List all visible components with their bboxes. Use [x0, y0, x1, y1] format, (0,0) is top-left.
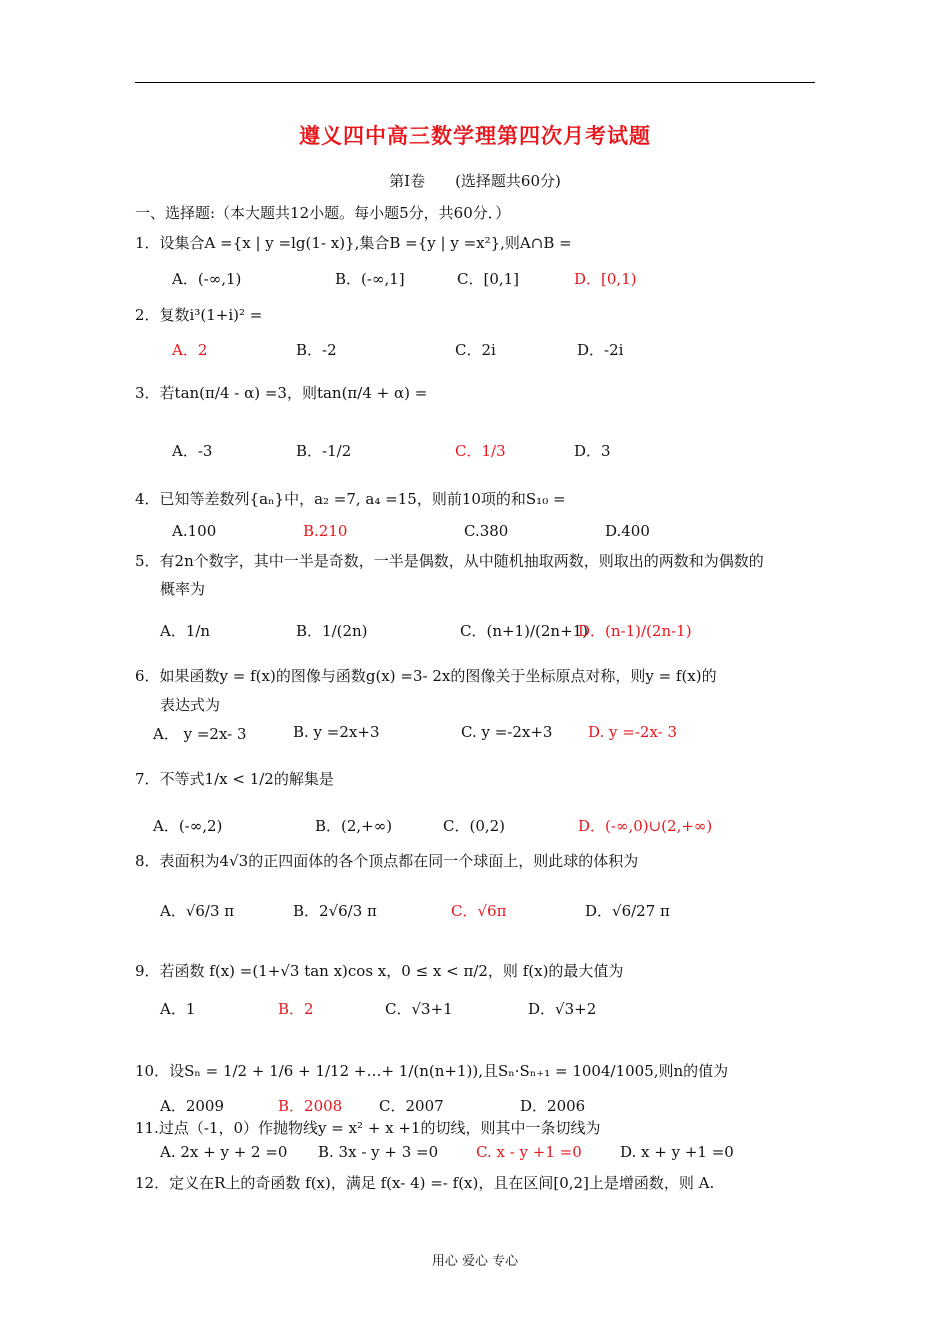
question-6-cont: 表达式为 [160, 696, 221, 714]
option-2d: D．-2i [577, 341, 624, 359]
question-7: 7．不等式1/x < 1/2的解集是 [135, 770, 334, 788]
option-9d: D．√3+2 [528, 1000, 597, 1018]
page-title: 遵义四中高三数学理第四次月考试题 [299, 123, 651, 148]
option-8b: B．2√6/3 π [293, 902, 377, 920]
question-12: 12．定义在R上的奇函数 f(x)，满足 f(x- 4) =- f(x)，且在区间[0,2]上是增函数，则 A. [135, 1174, 715, 1192]
option-3d: D．3 [574, 442, 611, 460]
question-2: 2．复数i³(1+i)² = [135, 306, 263, 324]
option-7c: C．(0,2) [443, 817, 506, 835]
option-9b: B．2 [278, 1000, 314, 1018]
question-5: 5．有2n个数字，其中一半是奇数，一半是偶数，从中随机抽取两数，则取出的两数和为偶数的 [135, 552, 764, 570]
option-6a: A． y =2x- 3 [153, 725, 247, 743]
option-2b: B．-2 [296, 341, 337, 359]
option-4c: C.380 [464, 522, 509, 540]
option-8a: A．√6/3 π [160, 902, 235, 920]
option-2a: A．2 [172, 341, 208, 359]
option-3a: A．-3 [172, 442, 213, 460]
option-11a: A. 2x + y + 2 =0 [160, 1143, 288, 1161]
option-10d: D．2006 [520, 1097, 586, 1115]
option-5a: A．1/n [160, 622, 211, 640]
section-heading: 第Ⅰ卷 (选择题共60分) [389, 172, 561, 190]
option-6c: C. y =-2x+3 [461, 723, 553, 741]
option-9c: C．√3+1 [385, 1000, 453, 1018]
option-10b: B．2008 [278, 1097, 343, 1115]
option-5b: B．1/(2n) [296, 622, 368, 640]
option-6d: D. y =-2x- 3 [588, 723, 678, 741]
question-11: 11.过点（-1，0）作抛物线y = x² + x +1的切线，则其中一条切线为 [135, 1119, 601, 1137]
question-3: 3．若tan(π/4 - α) =3，则tan(π/4 + α) = [135, 384, 428, 402]
option-4b: B.210 [303, 522, 348, 540]
question-9: 9．若函数 f(x) =(1+√3 tan x)cos x，0 ≤ x < π/2，则 f(x)的最大值为 [135, 962, 624, 980]
question-10: 10．设Sₙ = 1/2 + 1/6 + 1/12 +…+ 1/(n(n+1)),且Sₙ·Sₙ₊₁ = 1004/1005,则n的值为 [135, 1062, 729, 1080]
option-6b: B. y =2x+3 [293, 723, 380, 741]
option-11d: D. x + y +1 =0 [620, 1143, 734, 1161]
question-8: 8．表面积为4√3的正四面体的各个顶点都在同一个球面上，则此球的体积为 [135, 852, 639, 870]
page-footer: 用心 爱心 专心 [431, 1254, 519, 1269]
option-1c: C．[0,1] [457, 270, 520, 288]
instructions: 一、选择题:（本大题共12小题。每小题5分，共60分．） [135, 204, 511, 222]
option-7d: D．(-∞,0)∪(2,+∞) [578, 817, 713, 835]
option-1d: D．[0,1) [574, 270, 637, 288]
option-11c: C. x - y +1 =0 [476, 1143, 582, 1161]
option-1b: B．(-∞,1] [335, 270, 405, 288]
option-7b: B．(2,+∞) [315, 817, 393, 835]
option-10a: A．2009 [160, 1097, 225, 1115]
option-7a: A．(-∞,2) [153, 817, 223, 835]
question-5-cont: 概率为 [160, 580, 206, 598]
question-6: 6．如果函数y = f(x)的图像与函数g(x) =3- 2x的图像关于坐标原点对称，则y = f(x)的 [135, 667, 717, 685]
option-11b: B. 3x - y + 3 =0 [318, 1143, 439, 1161]
option-8c: C．√6π [451, 902, 507, 920]
question-1: 1．设集合A ={x | y =lg(1- x)},集合B ={y | y =x²},则A∩B = [135, 234, 572, 252]
option-1a: A．(-∞,1) [172, 270, 242, 288]
option-10c: C．2007 [379, 1097, 444, 1115]
option-3c: C．1/3 [455, 442, 506, 460]
option-5c: C．(n+1)/(2n+1) [460, 622, 589, 640]
header-rule [135, 82, 815, 83]
question-4: 4．已知等差数列{aₙ}中，a₂ =7, a₄ =15，则前10项的和S₁₀ = [135, 490, 566, 508]
option-9a: A．1 [160, 1000, 196, 1018]
option-5d: D．(n-1)/(2n-1) [578, 622, 692, 640]
option-4a: A.100 [172, 522, 217, 540]
option-3b: B．-1/2 [296, 442, 352, 460]
option-8d: D．√6/27 π [585, 902, 670, 920]
option-4d: D.400 [605, 522, 650, 540]
option-2c: C．2i [455, 341, 496, 359]
